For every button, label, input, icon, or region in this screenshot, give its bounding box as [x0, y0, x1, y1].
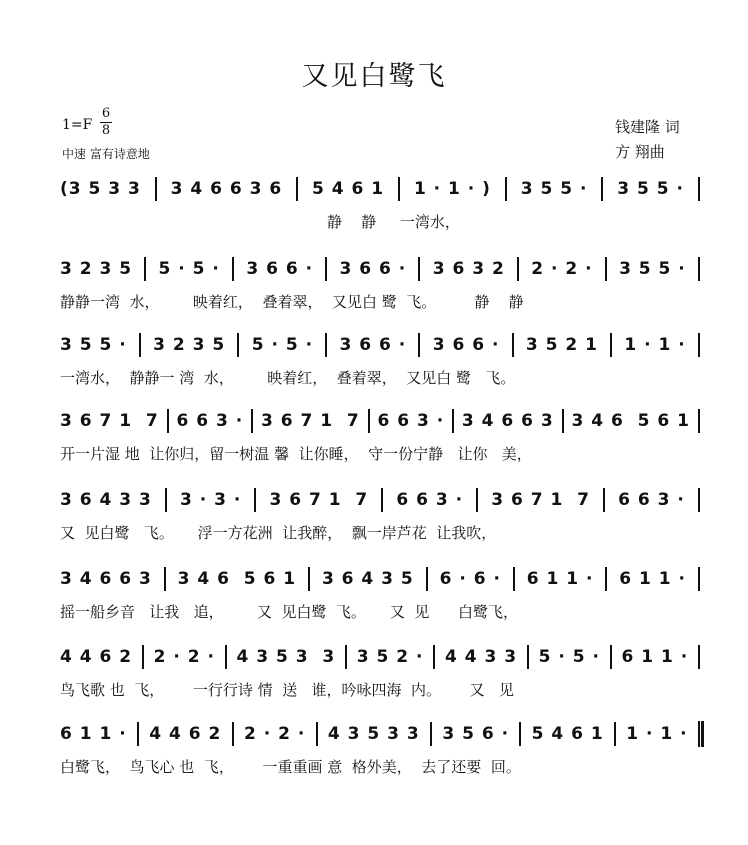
barline — [296, 177, 298, 201]
measure: 4 3 5 3 3 — [327, 724, 420, 744]
barline — [519, 722, 521, 746]
barline — [603, 488, 605, 512]
barline — [254, 488, 256, 512]
measure: 3 · 3 · — [179, 490, 242, 510]
measure: 3 6 3 2 — [432, 259, 505, 279]
barline — [155, 177, 157, 201]
measure: 5 · 5 · — [158, 259, 220, 279]
key-signature: 1=F — [62, 117, 93, 133]
barline — [513, 567, 515, 591]
barline — [698, 645, 700, 669]
score-row — [60, 176, 700, 238]
score-row — [60, 721, 700, 783]
measure: 4 4 6 2 — [60, 647, 133, 667]
barline — [232, 722, 234, 746]
barline — [142, 645, 144, 669]
measure: 3 4 6 6 3 — [60, 569, 152, 589]
barline — [614, 722, 616, 746]
measure: 3 6 7 1 7 — [60, 411, 159, 431]
measure: 3 5 2 · — [356, 647, 424, 667]
measure: 3 2 3 5 — [60, 259, 133, 279]
barline — [418, 257, 420, 281]
measure: 6 6 3 · — [618, 490, 685, 510]
barline — [505, 177, 507, 201]
notation-line — [60, 644, 700, 670]
measure: 3 6 6 · — [246, 259, 314, 279]
measure: 1 · 1 · ) — [413, 179, 491, 199]
measure: 3 4 6 5 6 1 — [571, 411, 690, 431]
barline — [476, 488, 478, 512]
barline — [433, 645, 435, 669]
measure: 2 · 2 · — [243, 724, 306, 744]
barline — [418, 333, 420, 357]
measure: 5 · 5 · — [251, 335, 314, 355]
lyrics-line: 静静一湾 水， 映着红， 叠着翠， 又见白 鹭 飞。 静 静 — [60, 293, 524, 311]
barline — [698, 333, 700, 357]
notation-line — [60, 487, 700, 513]
measure: 3 5 5 · — [619, 259, 686, 279]
measure: 3 4 6 6 3 — [461, 411, 554, 431]
lyrics-line: 开一片湿 地 让你归，留一树温 馨 让你睡， 守一份宁静 让你 美， — [60, 445, 532, 463]
barline — [316, 722, 318, 746]
notation-line — [60, 256, 700, 282]
lyrics-line: 又 见白鹭 飞。 浮一方花洲 让我醉， 飘一岸芦花 让我吹， — [60, 524, 497, 542]
barline — [426, 567, 428, 591]
measure: 6 6 3 · — [377, 411, 445, 431]
time-signature-bottom: 8 — [101, 123, 111, 138]
barline — [605, 567, 607, 591]
barline — [139, 333, 141, 357]
measure: 2 · 2 · — [153, 647, 215, 667]
time-signature-top: 6 — [101, 106, 111, 121]
measure: 3 6 4 3 3 — [60, 490, 152, 510]
barline — [167, 409, 169, 433]
lyrics-line: 白鹭飞， 鸟飞心 也 飞， 一重重画 意 格外美， 去了还要 回。 — [60, 758, 521, 776]
barline — [512, 333, 514, 357]
measure: 5 4 6 1 — [531, 724, 604, 744]
barline — [308, 567, 310, 591]
barline — [368, 409, 370, 433]
measure: 3 5 5 · — [617, 179, 684, 199]
time-signature — [99, 106, 113, 139]
measure: 3 5 2 1 — [525, 335, 598, 355]
notation-line — [60, 721, 700, 747]
barline — [398, 177, 400, 201]
barline — [381, 488, 383, 512]
measure: 1 · 1 · — [626, 724, 688, 744]
tempo-marking: 中速 富有诗意地 — [62, 147, 150, 161]
barline — [251, 409, 253, 433]
barline — [698, 409, 700, 433]
score-row — [60, 487, 700, 549]
measure: 6 6 3 · — [176, 411, 244, 431]
notation-line — [60, 566, 700, 592]
lyrics-line: 摇一船乡音 让我 追， 又 见白鹭 飞。 又 见 白鹭飞， — [60, 603, 519, 621]
barline — [601, 177, 603, 201]
measure: 3 5 5 · — [520, 179, 588, 199]
barline — [345, 645, 347, 669]
score-row — [60, 332, 700, 394]
measure: 5 · 5 · — [538, 647, 600, 667]
barline — [610, 645, 612, 669]
measure: 4 3 5 3 3 — [236, 647, 336, 667]
barline — [610, 333, 612, 357]
measure: 3 4 6 5 6 1 — [177, 569, 297, 589]
measure: 6 1 1 · — [619, 569, 686, 589]
measure: 3 4 6 6 3 6 — [170, 179, 283, 199]
measure: 6 · 6 · — [439, 569, 501, 589]
notation-line — [60, 408, 700, 434]
barline — [165, 488, 167, 512]
barline — [452, 409, 454, 433]
notation-line — [60, 176, 700, 202]
score-row — [60, 256, 700, 318]
measure: 3 6 7 1 7 — [260, 411, 360, 431]
barline — [325, 333, 327, 357]
score-row — [60, 644, 700, 706]
lyrics-line: 一湾水， 静静一 湾 水， 映着红， 叠着翠， 又见白 鹭 飞。 — [60, 369, 516, 387]
measure: 3 6 4 3 5 — [321, 569, 414, 589]
measure: 6 1 1 · — [526, 569, 594, 589]
lyrics-line: 静 静 一湾水， — [60, 213, 460, 231]
barline — [527, 645, 529, 669]
measure: 3 6 6 · — [339, 335, 407, 355]
final-barline — [698, 721, 704, 747]
measure: 4 4 6 2 — [149, 724, 222, 744]
measure: 3 6 7 1 7 — [269, 490, 369, 510]
barline — [698, 257, 700, 281]
measure: 1 · 1 · — [624, 335, 686, 355]
barline — [325, 257, 327, 281]
notation-line — [60, 332, 700, 358]
barline — [698, 177, 700, 201]
measure: 5 4 6 1 — [312, 179, 385, 199]
barline — [144, 257, 146, 281]
measure: 2 · 2 · — [531, 259, 593, 279]
barline — [237, 333, 239, 357]
measure: 6 1 1 · — [621, 647, 689, 667]
measure: 3 2 3 5 — [153, 335, 226, 355]
barline — [517, 257, 519, 281]
lyrics-line: 鸟飞歌 也 飞， 一行行诗 情 送 谁，吟咏四海 内。 又 见 — [60, 681, 514, 699]
barline — [225, 645, 227, 669]
measure: 3 5 6 · — [442, 724, 510, 744]
score-row — [60, 408, 700, 470]
measure: 3 6 7 1 7 — [491, 490, 590, 510]
page-title: 又见白鹭飞 — [301, 61, 447, 92]
barline — [430, 722, 432, 746]
barline — [698, 488, 700, 512]
barline — [137, 722, 139, 746]
barline — [698, 567, 700, 591]
measure: (3 5 3 3 — [60, 179, 141, 199]
lyricist-credit: 钱建隆 词 — [615, 118, 680, 136]
barline — [605, 257, 607, 281]
score-row — [60, 566, 700, 628]
measure: 3 6 6 · — [339, 259, 407, 279]
barline — [164, 567, 166, 591]
barline — [562, 409, 564, 433]
composer-credit: 方 翔曲 — [615, 143, 665, 161]
measure: 3 6 6 · — [432, 335, 500, 355]
measure: 4 4 3 3 — [445, 647, 518, 667]
barline — [232, 257, 234, 281]
measure: 6 1 1 · — [60, 724, 127, 744]
measure: 3 5 5 · — [60, 335, 127, 355]
measure: 6 6 3 · — [396, 490, 464, 510]
